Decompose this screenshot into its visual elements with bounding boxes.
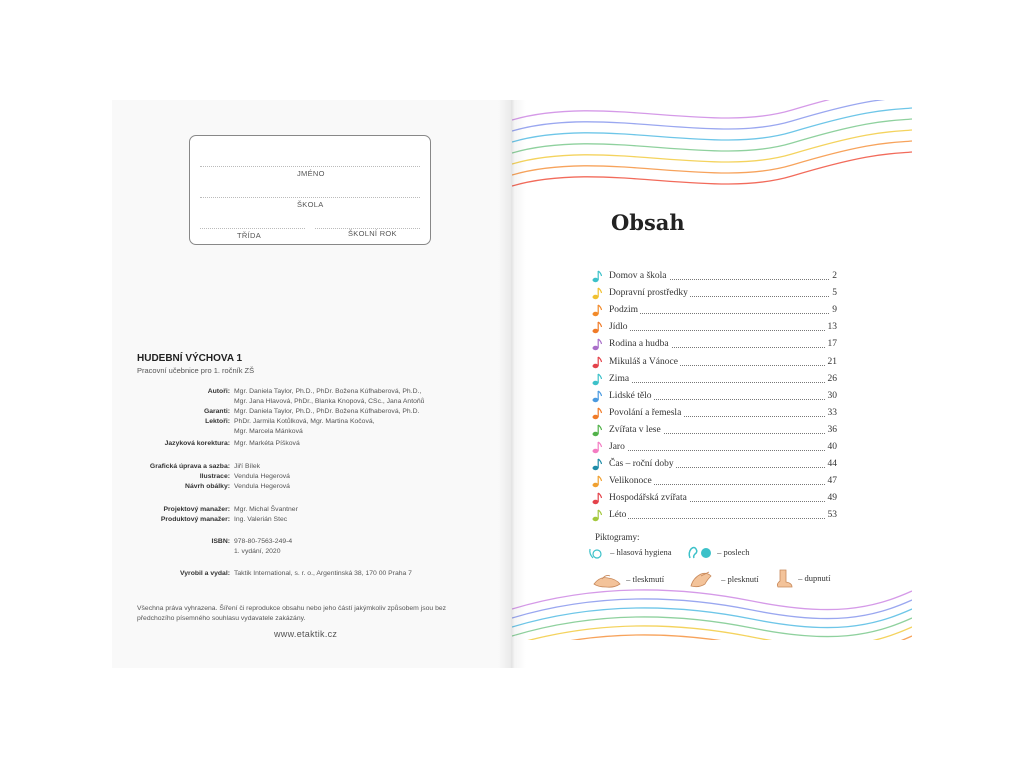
toc-item[interactable] (592, 456, 837, 473)
class-line (200, 228, 305, 229)
music-note-icon (592, 355, 602, 369)
school-line (200, 197, 420, 198)
credit-label: Projektový manažer: (163, 506, 230, 513)
knee-tap-icon (592, 570, 622, 590)
picto-label: – dupnutí (798, 572, 831, 583)
music-note-icon (592, 303, 602, 317)
credit-label: ISBN: (211, 538, 230, 545)
toc-page-number: 13 (827, 322, 837, 333)
left-page (112, 100, 512, 668)
clap-icon (687, 570, 717, 590)
music-note-icon (592, 269, 602, 283)
toc-item[interactable] (592, 302, 837, 319)
picto-clap (687, 570, 759, 590)
toc-item[interactable] (592, 405, 837, 422)
credit-line: Vendula Hegerová (234, 483, 290, 490)
credit-label: Garanti: (203, 408, 230, 415)
toc-item[interactable] (592, 507, 837, 524)
wave-line (512, 590, 912, 610)
right-page (512, 100, 912, 640)
top-waves (512, 100, 912, 186)
toc-item[interactable] (592, 371, 837, 388)
credit-line: Vendula Hegerová (234, 473, 290, 480)
toc-page-number: 47 (827, 476, 837, 487)
toc-item[interactable] (592, 285, 837, 302)
credit-label: Ilustrace: (199, 473, 230, 480)
toc-label: Mikuláš a Vánoce (609, 356, 678, 367)
credit-line: PhDr. Jarmila Kotůlková, Mgr. Martina Kočová, (234, 418, 375, 425)
toc-label: Domov a škola (609, 271, 667, 281)
toc-label: Čas – roční doby (609, 459, 674, 470)
picto-vocal-hygiene (588, 546, 672, 560)
wave-line (512, 152, 912, 186)
picto-knee-tap (592, 570, 664, 590)
toc-dot-leader (609, 313, 837, 314)
credit-value (234, 417, 504, 436)
credit-value (234, 462, 504, 472)
toc-page-number: 2 (832, 271, 837, 281)
toc-item[interactable] (592, 336, 837, 353)
rights-notice: Všechna práva vyhrazena. Šíření či reprodukce obsahu nebo jeho částí jakýmkoliv způsobem jsou bez předchozího písemného souhlasu vydavatele zakázány. (137, 605, 447, 622)
toc-item[interactable] (592, 439, 837, 456)
toc-label: Hospodářská zvířata (609, 493, 687, 504)
credit-line: Ing. Valerián Stec (234, 516, 288, 523)
music-note-icon (592, 372, 602, 386)
credit-label: Vyrobil a vydal: (180, 570, 230, 577)
credit-line: Mgr. Markéta Píšková (234, 440, 300, 447)
credit-value (234, 482, 504, 492)
toc-item[interactable] (592, 354, 837, 371)
toc-label: Povolání a řemesla (609, 407, 682, 418)
toc-page-number: 40 (827, 442, 837, 452)
year-label: ŠKOLNÍ ROK (348, 229, 397, 238)
wave-line (512, 130, 912, 164)
credit-line: 1. vydání, 2020 (234, 547, 281, 555)
music-note-icon (592, 423, 602, 437)
credit-value (234, 537, 504, 556)
wave-line (512, 108, 912, 142)
toc-item[interactable] (592, 388, 837, 405)
picto-label: – tleskmutí (626, 573, 665, 584)
credit-line: Mgr. Marcela Mánková (234, 427, 303, 435)
credit-label: Grafická úprava a sazba: (149, 463, 230, 470)
picto-label: – poslech (717, 546, 750, 557)
toc-page-number: 33 (827, 407, 837, 418)
credit-line: 978-80-7563-249-4 (234, 538, 293, 545)
name-label: JMÉNO (297, 169, 325, 178)
music-note-icon (592, 389, 602, 403)
toc-label: Jaro (609, 442, 625, 452)
credit-label: Produktový manažer: (160, 516, 230, 523)
credit-line: Mgr. Jana Hlavová, PhDr., Blanka Knopová, CSc., Jana Antoňů (234, 397, 425, 405)
music-note-icon (592, 440, 602, 454)
toc-dot-leader (609, 450, 837, 451)
toc-label: Dopravní prostředky (609, 288, 688, 299)
toc-label: Velikonoce (609, 476, 652, 487)
toc-page-number: 21 (827, 356, 837, 367)
toc-label: Podzim (609, 305, 639, 316)
name-line (200, 166, 420, 167)
picto-label: – plesknutí (721, 573, 759, 584)
toc-item[interactable] (592, 268, 837, 285)
credit-line: Mgr. Michal Švantner (234, 506, 298, 513)
music-note-icon (592, 337, 602, 351)
wave-line (512, 119, 912, 153)
credit-line: Mgr. Daniela Taylor, Ph.D., PhDr. Božena Kúfhaberová, Ph.D. (234, 408, 420, 415)
music-note-icon (592, 286, 602, 300)
toc-label: Rodina a hudba (609, 339, 669, 350)
credit-value (234, 505, 504, 515)
toc-item[interactable] (592, 422, 837, 439)
toc-item[interactable] (592, 473, 837, 490)
class-label: TŘÍDA (237, 231, 261, 240)
book-title: HUDEBNÍ VÝCHOVA 1 (137, 353, 243, 364)
toc-item[interactable] (592, 490, 837, 507)
website-url: www.etaktik.cz (274, 629, 338, 639)
wave-line (512, 626, 912, 640)
toc-page-number: 53 (827, 510, 837, 521)
toc-page-number: 5 (832, 288, 837, 299)
music-note-icon (592, 320, 602, 334)
credit-line: Taktik International, s. r. o., Argentinská 38, 170 00 Praha 7 (234, 570, 412, 577)
credit-value (234, 439, 504, 449)
credit-value (234, 569, 504, 579)
stomp-icon (772, 568, 794, 590)
toc-page-number: 49 (827, 493, 837, 504)
credit-label: Autoři: (207, 388, 230, 395)
toc-label: Jídlo (609, 322, 628, 333)
music-note-icon (592, 491, 602, 505)
picto-listening (687, 546, 749, 560)
toc-item[interactable] (592, 319, 837, 336)
toc-label: Lidské tělo (609, 390, 652, 401)
music-note-icon (592, 474, 602, 488)
name-box (189, 135, 431, 245)
vocal-hygiene-icon (588, 546, 604, 560)
picto-stomp (772, 568, 830, 590)
music-note-icon (592, 508, 602, 522)
toc-dot-leader (609, 330, 837, 331)
wave-line (512, 100, 912, 120)
toc-page-number: 30 (827, 390, 837, 401)
credit-label: Lektoři: (205, 418, 230, 425)
toc-page-number: 44 (827, 459, 837, 470)
credit-line: Jiří Bílek (234, 463, 261, 470)
credit-value (234, 472, 504, 482)
music-note-icon (592, 406, 602, 420)
credit-value (234, 407, 504, 417)
toc-dot-leader (609, 382, 837, 383)
credit-value (234, 515, 504, 525)
credit-label: Jazyková korektura: (164, 440, 230, 447)
pictograms-title: Piktogramy: (595, 532, 640, 542)
toc-page-number: 9 (832, 305, 837, 316)
listening-icon (687, 546, 713, 560)
toc-label: Zvířata v lese (609, 424, 661, 435)
toc-label: Léto (609, 510, 627, 521)
toc-label: Zima (609, 373, 630, 384)
toc-page-number: 26 (827, 373, 837, 384)
credit-line: Mgr. Daniela Taylor, Ph.D., PhDr. Božena Kúfhaberová, Ph.D., (234, 388, 422, 395)
bottom-waves (512, 590, 912, 640)
credit-value (234, 387, 504, 406)
book-subtitle: Pracovní učebnice pro 1. ročník ZŠ (137, 366, 255, 375)
toc-page-number: 36 (827, 424, 837, 435)
credit-label: Návrh obálky: (185, 483, 230, 490)
school-label: ŠKOLA (297, 200, 324, 209)
toc-title: Obsah (611, 210, 685, 235)
wave-line (512, 141, 912, 175)
toc-page-number: 17 (827, 339, 837, 350)
toc-dot-leader (609, 518, 837, 519)
music-note-icon (592, 457, 602, 471)
picto-label: – hlasová hygiena (610, 546, 672, 557)
